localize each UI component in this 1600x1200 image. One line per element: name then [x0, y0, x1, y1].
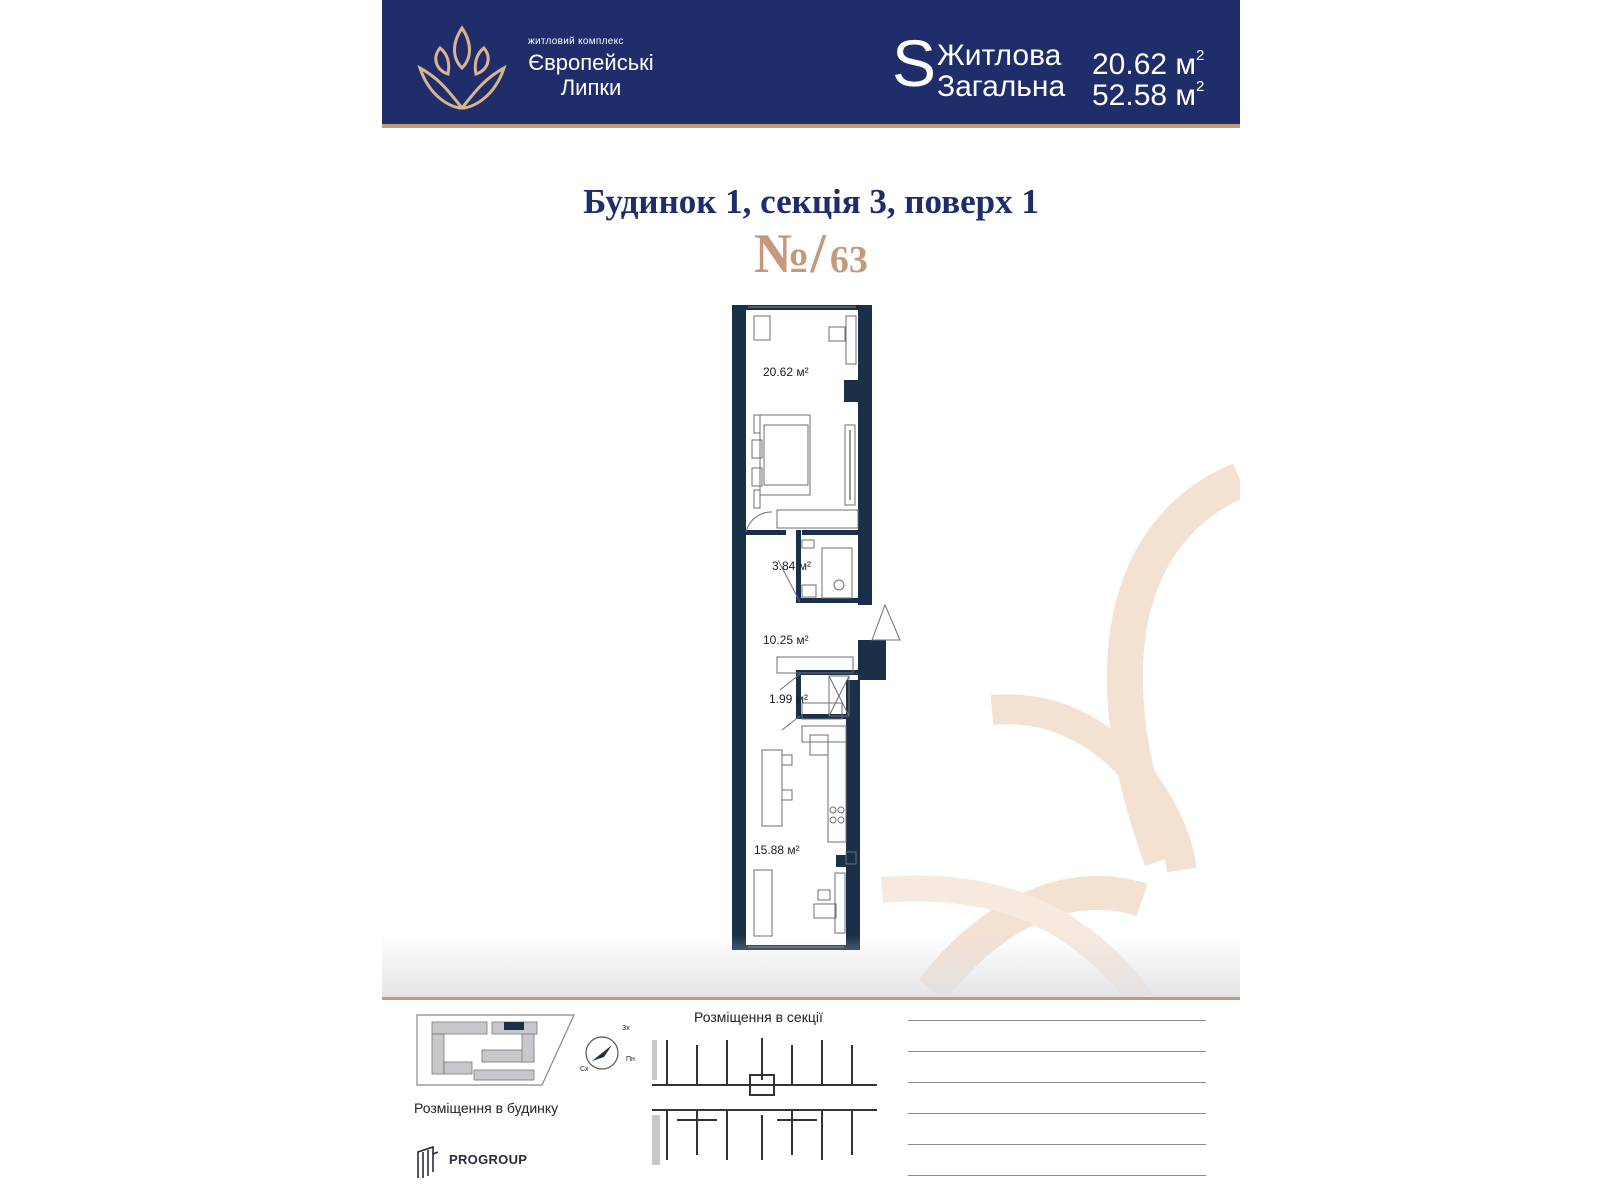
building-placement-map [412, 1010, 582, 1090]
number-sign: №/ [754, 223, 826, 285]
compass-label-east: Сх [580, 1066, 589, 1073]
apartment-location: Будинок 1, секція 3, поверх 1 [583, 182, 1039, 221]
compass-label-north: Пн [626, 1056, 635, 1063]
note-line [908, 1051, 1206, 1052]
total-area-value: 52.58 $м^2$ [1092, 78, 1205, 112]
brand-subtitle: житловий комплекс [528, 36, 624, 47]
room-area-living: 20.62 м² [763, 365, 809, 379]
progroup-logo-icon [415, 1144, 441, 1180]
brand-name-line-2: Липки [560, 75, 622, 100]
room-area-hallway: 10.25 м² [763, 633, 809, 647]
note-line [908, 1113, 1206, 1114]
developer-name: PROGROUP [449, 1152, 528, 1167]
room-area-bathroom: 3.84 м² [772, 559, 811, 573]
total-area-label: Загальна [937, 70, 1066, 103]
compass-icon [580, 1025, 640, 1085]
number-value: 63 [829, 239, 868, 281]
note-line [908, 1082, 1206, 1083]
floor-plan-sheet [382, 0, 1240, 1200]
living-area-label: Житлова [937, 39, 1062, 72]
footer-divider [382, 997, 1240, 1000]
floor-plan-drawing [382, 0, 1240, 1000]
area-symbol: S [892, 26, 937, 100]
note-line [908, 1020, 1206, 1021]
bottom-fade [382, 935, 1240, 997]
room-area-storage: 1.99 м² [769, 692, 808, 706]
note-line [908, 1175, 1206, 1176]
note-line [908, 1144, 1206, 1145]
room-area-kitchen: 15.88 м² [754, 843, 800, 857]
section-placement-caption: Розміщення в секції [694, 1009, 823, 1025]
section-placement-plan [642, 1030, 887, 1170]
brand-name-line-1: Європейські [528, 50, 654, 75]
compass-label-west: Зх [622, 1025, 630, 1032]
building-placement-caption: Розміщення в будинку [414, 1100, 559, 1116]
living-area-value: 20.62 $м^2$ [1092, 47, 1205, 81]
